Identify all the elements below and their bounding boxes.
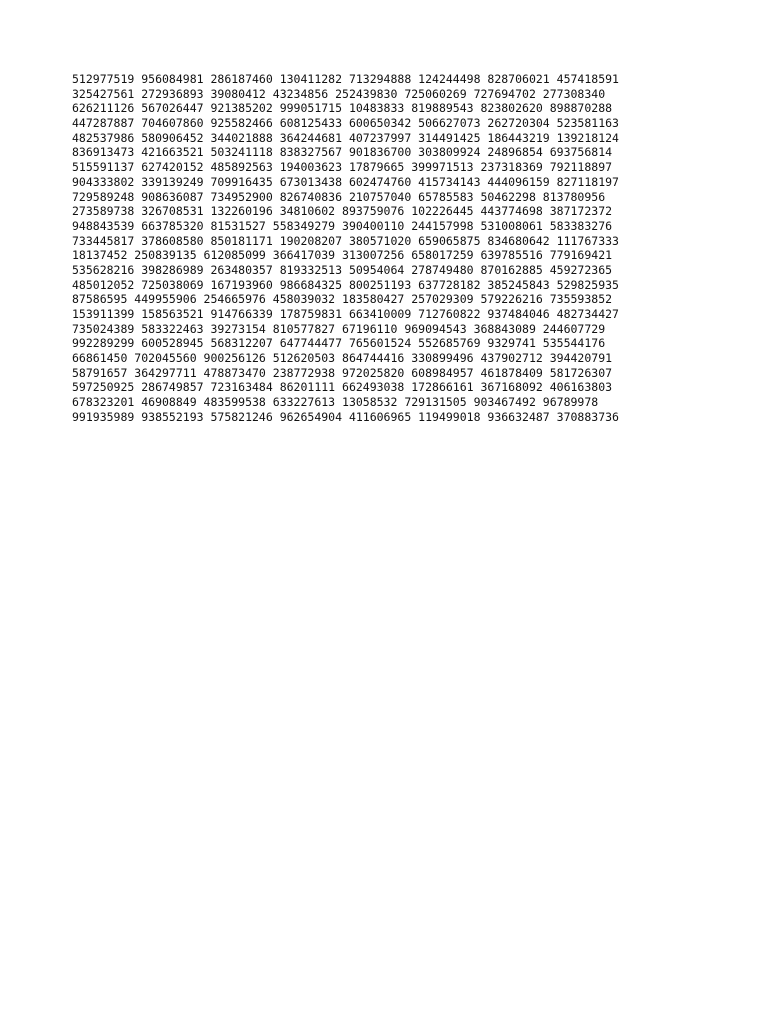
- number-line: 482537986 580906452 344021888 364244681 407237997 314491425 186443219 139218124: [72, 130, 619, 145]
- number-line: 904333802 339139249 709916435 673013438 602474760 415734143 444096159 827118197: [72, 174, 619, 189]
- number-line: 485012052 725038069 167193960 986684325 800251193 637728182 385245843 529825935: [72, 277, 619, 292]
- number-line: 626211126 567026447 921385202 999051715 10483833 819889543 823802620 898870288: [72, 101, 613, 116]
- number-line: 512977519 956084981 286187460 130411282 713294888 124244498 828706021 457418591: [72, 72, 619, 86]
- number-line: 66861450 702045560 900256126 512620503 864744416 330899496 437902712 394420791: [72, 351, 613, 366]
- number-line: 153911399 158563521 914766339 178759831 663410009 712760822 937484046 482734427: [72, 307, 619, 321]
- number-line: 678323201 46908849 483599538 633227613 13058532 729131505 903467492 96789978: [72, 395, 599, 410]
- number-line: 447287887 704607860 925582466 608125433 600650342 506627073 262720304 523581163: [72, 116, 619, 131]
- number-line: 535628216 398286989 263480357 819332513 50954064 278749480 870162885 459272365: [72, 262, 613, 277]
- number-line: 991935989 938552193 575821246 962654904 411606965 119499018 936632487 370883736: [72, 409, 619, 424]
- number-line: 735024389 583322463 39273154 810577827 67196110 969094543 368843089 244607729: [72, 321, 606, 336]
- number-line: 58791657 364297711 478873470 238772938 972025820 608984957 461878409 581726307: [72, 365, 613, 380]
- number-line: 836913473 421663521 503241118 838327567 901836700 303809924 24896854 693756814: [72, 145, 613, 160]
- number-line: 948843539 663785320 81531527 558349279 390400110 244157998 531008061 583383276: [72, 218, 613, 233]
- number-line: 87586595 449955906 254665976 458039032 183580427 257029309 579226216 735593852: [72, 292, 613, 307]
- number-line: 18137452 250839135 612085099 366417039 313007256 658017259 639785516 779169421: [72, 248, 613, 263]
- number-line: 515591137 627420152 485892563 194003623 17879665 399971513 237318369 792118897: [72, 160, 613, 175]
- number-line: 733445817 378608580 850181171 190208207 380571020 659065875 834680642 111767333: [72, 233, 619, 248]
- number-line: 325427561 272936893 39080412 43234856 252439830 725060269 727694702 277308340: [72, 86, 606, 101]
- number-line: 597250925 286749857 723163484 86201111 662493038 172866161 367168092 406163803: [72, 380, 613, 395]
- number-line: 273589738 326708531 132260196 34810602 893759076 102226445 443774698 387172372: [72, 204, 613, 219]
- number-text-block: [72, 72, 702, 425]
- number-line: 992289299 600528945 568312207 647744477 765601524 552685769 9329741 535544176: [72, 336, 606, 351]
- number-line: 729589248 908636087 734952900 826740836 210757040 65785583 50462298 813780956: [72, 189, 606, 204]
